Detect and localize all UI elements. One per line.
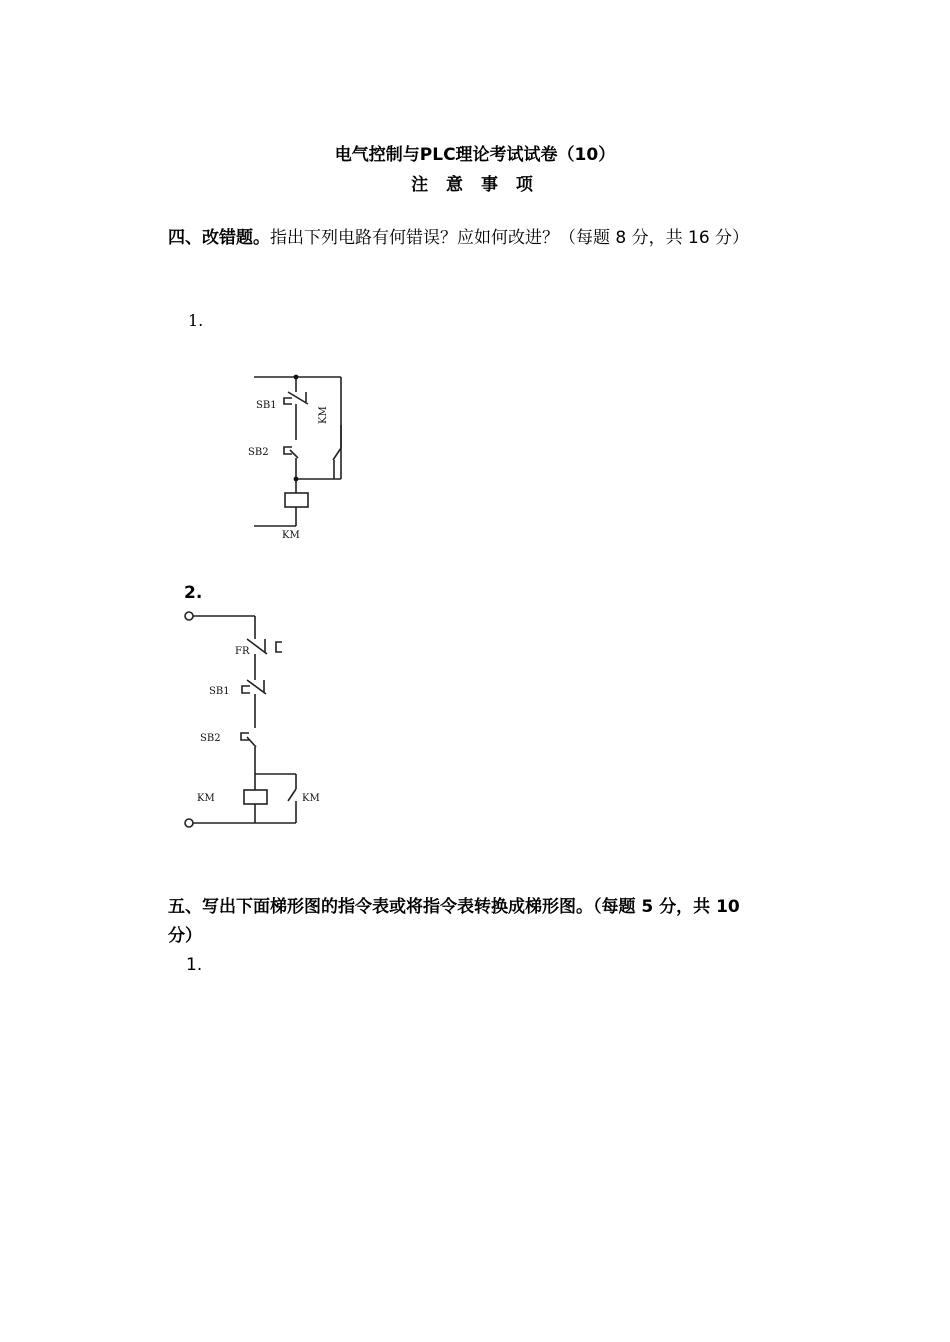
notes-heading: 注 意 事 项 [411, 175, 539, 195]
circuit-diagram-2 [178, 606, 338, 831]
figure2-km-contact-label: KM [302, 793, 320, 804]
figure2-sb1-label: SB1 [209, 686, 230, 697]
question-5-1-label: 1. [186, 955, 203, 975]
section-4-question [168, 224, 768, 253]
figure1-km-coil-label: KM [282, 530, 300, 541]
question-4-2-label: 2. [184, 583, 203, 603]
figure1-sb1-label: SB1 [256, 400, 277, 411]
figure1-sb2-label: SB2 [248, 447, 269, 458]
section-4-instruction: 指出下列电路有何错误？应如何改进？（每题 8 分，共 16 分） [270, 228, 750, 248]
figure2-km-coil-label: KM [197, 793, 215, 804]
figure1-km-contact-label: KM [318, 406, 329, 424]
circuit-diagram-1 [240, 368, 360, 548]
figure2-fr-label: FR [235, 646, 250, 657]
question-4-1-label: 1. [188, 311, 204, 330]
exam-title: 电气控制与PLC理论考试试卷（10） [334, 145, 616, 165]
figure2-sb2-label: SB2 [200, 733, 221, 744]
section-5-question: 五、写出下面梯形图的指令表或将指令表转换成梯形图。（每题 5 分，共 10 分） [168, 897, 740, 946]
section-4-heading: 四、改错题。 [168, 228, 270, 248]
